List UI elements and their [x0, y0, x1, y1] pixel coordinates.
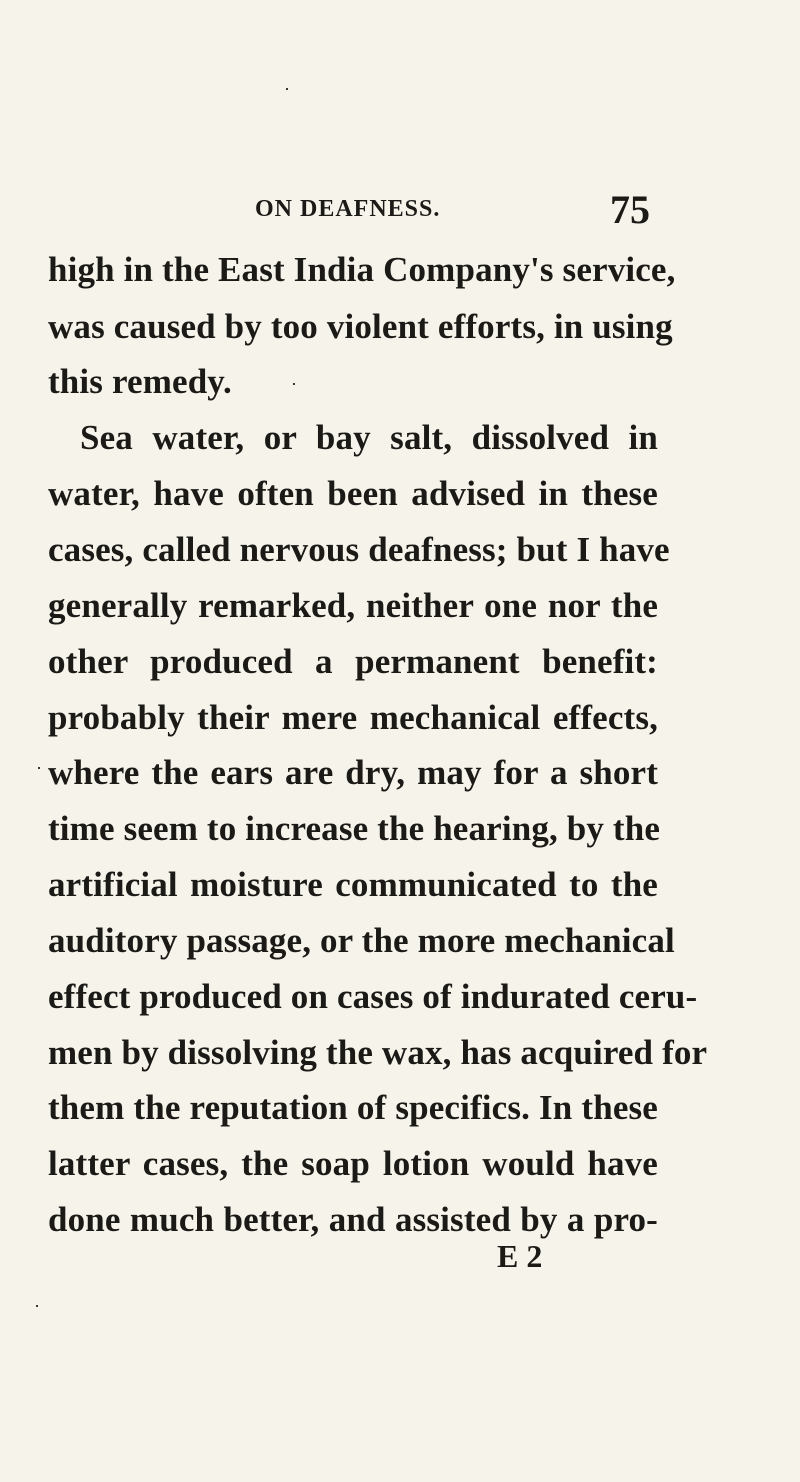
text-line: other produced a permanent benefit:	[48, 642, 658, 681]
text-line: water, have often been advised in these	[48, 474, 658, 513]
running-head: ON DEAFNESS.	[255, 196, 441, 222]
text-line: probably their mere mechanical effects,	[48, 698, 658, 737]
text-line: generally remarked, neither one nor the	[48, 586, 658, 625]
text-line: Sea water, or bay salt, dissolved in	[80, 418, 658, 457]
text-line: time seem to increase the hearing, by the	[48, 809, 661, 848]
speck	[38, 767, 40, 769]
speck	[286, 88, 288, 90]
signature-mark: E 2	[497, 1238, 543, 1274]
text-line: effect produced on cases of indurated ceru-	[48, 977, 698, 1016]
text-line: men by dissolving the wax, has acquired for	[48, 1033, 708, 1072]
text-line: high in the East India Company's service,	[48, 250, 676, 289]
text-line: was caused by too violent efforts, in using	[48, 307, 673, 346]
speck	[293, 383, 295, 385]
text-line: cases, called nervous deafness; but I have	[48, 530, 670, 569]
speck	[36, 1305, 38, 1307]
text-line: artificial moisture communicated to the	[48, 865, 658, 904]
page-number: 75	[610, 187, 650, 232]
text-line: where the ears are dry, may for a short	[48, 753, 658, 792]
text-line: this remedy.	[48, 362, 232, 401]
text-line: done much better, and assisted by a pro-	[48, 1200, 658, 1239]
text-line: auditory passage, or the more mechanical	[48, 921, 675, 960]
text-line: latter cases, the soap lotion would have	[48, 1144, 658, 1183]
text-line: them the reputation of specifics. In these	[48, 1088, 658, 1127]
